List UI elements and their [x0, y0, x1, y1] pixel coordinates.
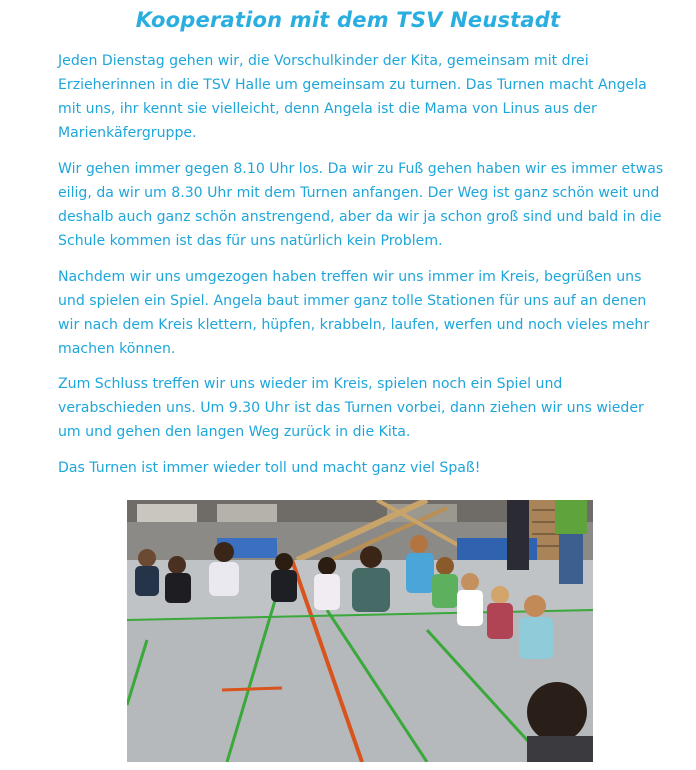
paragraph-closing: Zum Schluss treffen wir uns wieder im Kreis, spielen noch ein Spiel und verabschieden uns. Um 9.30 Uhr ist das Turnen vorbei, dann ziehen wir uns wieder um und gehen den langen Weg zurück in die Kita. [58, 376, 644, 440]
paragraph-conclusion: Das Turnen ist immer wieder toll und macht ganz viel Spaß! [58, 460, 481, 476]
paragraph-walk: Wir gehen immer gegen 8.10 Uhr los. Da wir zu Fuß gehen haben wir es immer etwas eilig, da wir um 8.30 Uhr mit dem Turnen anfangen. Der Weg ist ganz schön weit und deshalb auch ganz schön anstrengend, aber da wir ja schon groß sind und bald in die Schule kommen ist das für uns natürlich kein Problem. [58, 161, 664, 249]
gym-photo [127, 500, 593, 762]
page-title: Kooperation mit dem TSV Neustadt [135, 8, 561, 32]
paragraph-intro: Jeden Dienstag gehen wir, die Vorschulkinder der Kita, gemeinsam mit drei Erzieherinnen in die TSV Halle um gemeinsam zu turnen. Das Turnen macht Angela mit uns, ihr kennt sie vielleicht, denn Angela ist die Mama von Linus aus der Marienkäfergruppe. [58, 53, 647, 141]
paragraph-activities: Nachdem wir uns umgezogen haben treffen wir uns immer im Kreis, begrüßen uns und spielen ein Spiel. Angela baut immer ganz tolle Stationen für uns auf an denen wir nach dem Kreis klettern, hüpfen, krabbeln, laufen, werfen und noch vieles mehr machen können. [58, 269, 650, 357]
